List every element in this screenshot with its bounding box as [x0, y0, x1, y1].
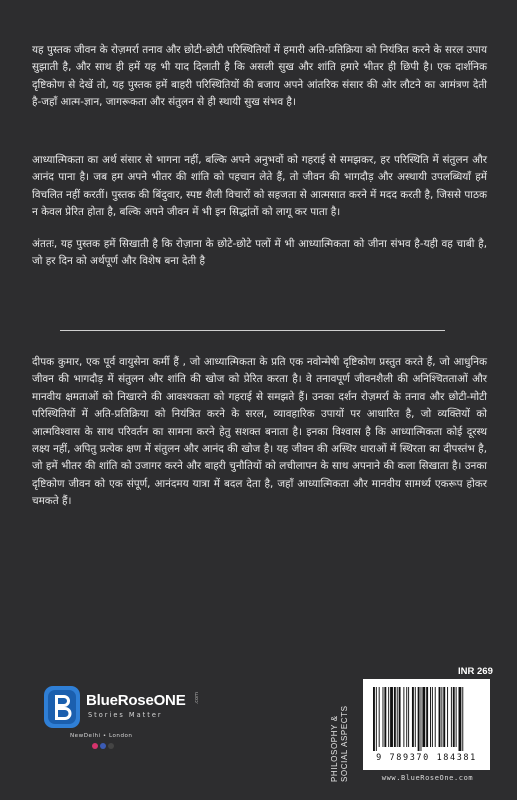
- barcode-bar: [441, 687, 442, 747]
- barcode-bar: [403, 687, 404, 747]
- barcode-bar: [373, 687, 375, 751]
- barcode-bar: [406, 687, 407, 747]
- barcode-bar: [439, 687, 441, 747]
- barcode-bar: [412, 687, 414, 747]
- barcode-bar: [430, 687, 431, 747]
- barcode-bar: [415, 687, 416, 747]
- barcode-bar: [447, 687, 448, 747]
- barcode-bar: [384, 687, 386, 747]
- publisher-website: www.BlueRoseOne.com: [381, 774, 474, 782]
- barcode-bar: [390, 687, 393, 747]
- barcode-bar: [432, 687, 433, 747]
- section-divider: [60, 330, 445, 331]
- barcode-bar: [394, 687, 396, 747]
- author-bio: दीपक कुमार, एक पूर्व वायुसेना कर्मी हैं , जो आध्यात्मिकता के प्रति एक नवोन्मेषी दृष्टिकोण प्रस्तुत करते हैं, जो आधुनिक जीवन की भागदौड़ में संतुलन और शांति की खोज को प्रेरित करता है। वे तनावपूर्ण जीवनशैली की अनिश्चितताओं और मानवीय क्षमताओं को निखारने की आवश्यकता को गहराई से समझते हैं। उनका दर्शन रोज़मर्रा के तनाव और छोटी-मोटी परिस्थितियों में अति-प्रतिक्रिया को नियंत्रित करने के सरल, व्यावहारिक उपायों पर आधारित है, जो व्यक्तियों को आत्मविश्वास के साथ परिवर्तन का सामना करने हेतु सशक्त बनाता है। इनका विश्वास है कि आध्यात्मिकता कोई दूरस्थ लक्ष्य नहीं, अपितु प्रत्येक क्षण में संतुलन और आनंद की खोज है। यह जीवन की अस्थिर धाराओं में स्थिरता का दीपस्तंभ है, जो हमें भीतर की शांति को उजागर करने और बाहरी चुनौतियों को लचीलापन के साथ अपनाने की कला सिखाता है। उनका दृष्टिकोण जीवन को एक संपूर्ण, आनंदमय यात्रा में बदल देता है, जहाँ आध्यात्मिकता और मानवीय सामर्थ्य एकरूप होकर चमकते हैं।: [32, 356, 487, 508]
- publisher-domain-suffix: .com: [194, 692, 200, 705]
- social-icons: [92, 743, 114, 749]
- barcode-bar: [459, 687, 462, 751]
- barcode-bar: [397, 687, 398, 747]
- isbn-number: 9 789370 184381: [376, 753, 477, 763]
- barcode-bar: [426, 687, 428, 747]
- barcode-bar: [379, 687, 380, 747]
- category-line-2: SOCIAL ASPECTS: [340, 705, 349, 782]
- bluerose-b-logo-icon: [44, 686, 80, 728]
- blurb-paragraph-1: यह पुस्तक जीवन के रोज़मर्रा तनाव और छोटी-छोटी परिस्थितियों में हमारी अति-प्रतिक्रिया को नियंत्रित करने के सरल उपाय सुझाती है, और साथ ही हमें यह भी याद दिलाती है कि असली सुख और शांति हमारे भीतर ही छिपी है। एक दार्शनिक दृष्टिकोण से देखें तो, यह पुस्तक हमें बाहरी परिस्थितियों की बजाय अपने आंतरिक संसार की ओर लौटने का आमंत्रण देती है-जहाँ आत्म-ज्ञान, जागरूकता और संतुलन से ही स्थायी सुख संभव है।: [32, 44, 487, 109]
- barcode-bar: [451, 687, 452, 747]
- barcode-bar: [388, 687, 389, 747]
- publisher-cities: NewDelhi • London: [70, 733, 133, 739]
- facebook-icon: [100, 743, 106, 749]
- instagram-icon: [92, 743, 98, 749]
- barcode-bar: [443, 687, 445, 747]
- publisher-tagline: Stories Matter: [88, 711, 163, 719]
- book-category: [330, 672, 350, 782]
- barcode-bar: [462, 687, 463, 751]
- publisher-logo: [44, 686, 214, 756]
- blurb-paragraph-3: अंततः, यह पुस्तक हमें सिखाती है कि रोज़ाना के छोटे-छोटे पलों में भी आध्यात्मिकता को जीना संभव है-यही वह चाबी है, जो हर दिन को अर्थपूर्ण और विशेष बना देती है: [32, 238, 487, 268]
- barcode-bar: [408, 687, 409, 747]
- barcode-bar: [383, 687, 384, 747]
- barcode-bar: [376, 687, 377, 751]
- barcode-bar: [418, 687, 420, 751]
- price-label: INR 269: [458, 666, 493, 677]
- twitter-icon: [108, 743, 114, 749]
- barcode-bar: [399, 687, 401, 747]
- category-line-1: PHILOSOPHY &: [330, 715, 339, 782]
- barcode-bars: [371, 687, 482, 751]
- barcode-bar: [422, 687, 425, 747]
- barcode-bar: [453, 687, 455, 747]
- barcode-bar: [421, 687, 422, 751]
- blurb-paragraph-2: आध्यात्मिकता का अर्थ संसार से भागना नहीं, बल्कि अपने अनुभवों को गहराई से समझकर, हर परिस्थिति में संतुलन और आनंद पाना है। जब हम अपने भीतर की शांति को पहचान लेते हैं, तो जीवन की भागदौड़ और अस्थायी उपलब्धियाँ हमें विचलित नहीं करतीं। पुस्तक की बिंदुवार, स्पष्ट शैली विचारों को सहजता से आत्मसात करने में मदद करती है, जिससे पाठक न केवल प्रेरित होता है, बल्कि अपने जीवन में भी इन सिद्धांतों को लागू कर पाता है।: [32, 154, 487, 219]
- isbn-barcode: [363, 679, 490, 770]
- barcode-bar: [456, 687, 457, 747]
- barcode-bar: [435, 687, 436, 747]
- publisher-name: BlueRoseONE: [86, 692, 186, 709]
